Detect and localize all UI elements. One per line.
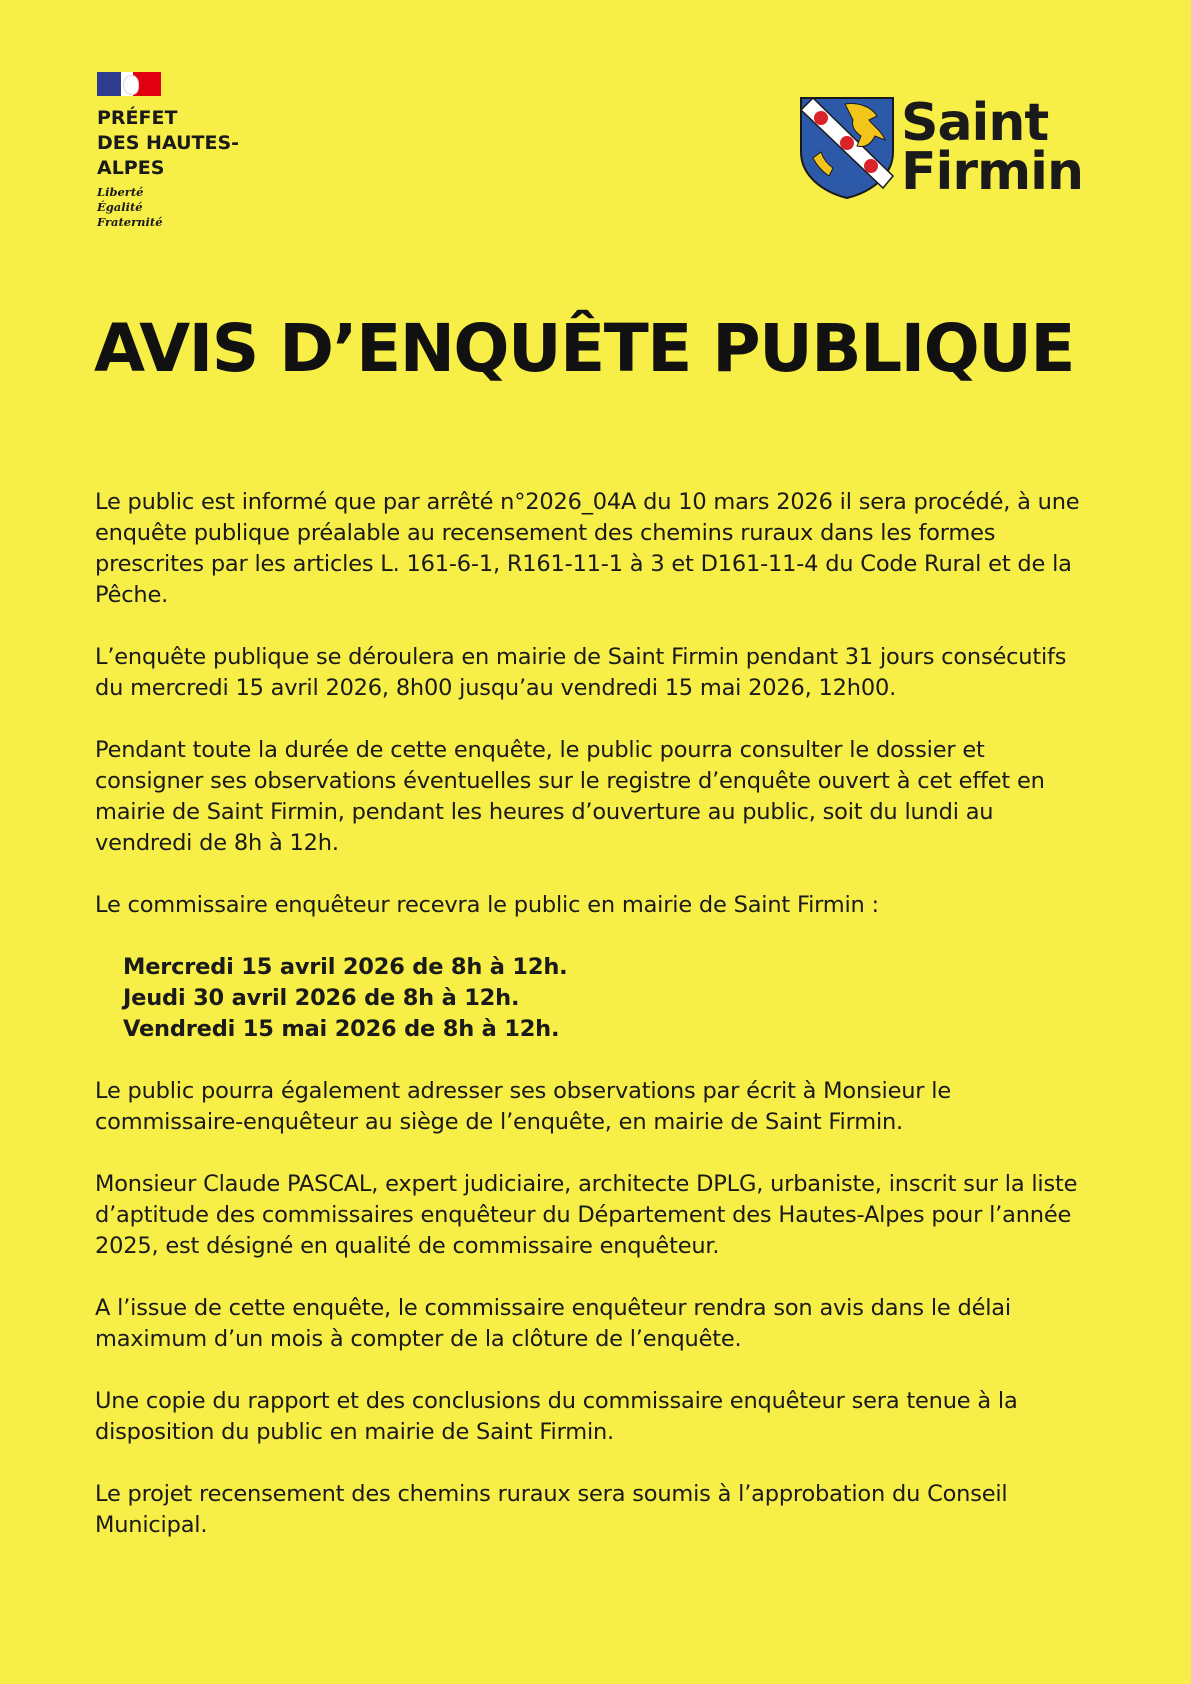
prefet-logo (97, 72, 239, 230)
paragraph-reception: Le commissaire enquêteur recevra le public en mairie de Saint Firmin : (95, 892, 879, 918)
paragraph-arrete: Le public est informé que par arrêté n°2026_04A du 10 mars 2026 il sera procédé, à une enquête publique préalable au recensement des chemins ruraux dans les formes prescrites par les articles L. 161-6-1, R161-11-1 à 3 et D161-11-4 du Code Rural et de la Pêche. (95, 489, 1080, 608)
paragraph-consultation: Pendant toute la durée de cette enquête, le public pourra consulter le dossier et consigner ses observations éventuelles sur le registre d’enquête ouvert à cet effet en mairie de Saint Firmin, pendant les heures d’ouverture au public, soit du lundi au vendredi de 8h à 12h. (95, 737, 1045, 856)
commune-name: Saint Firmin (901, 93, 1084, 202)
paragraph-written-observations: Le public pourra également adresser ses observations par écrit à Monsieur le commissaire-enquêteur au siège de l’enquête, en mairie de Saint Firmin. (95, 1078, 951, 1135)
paragraph-report-delay: A l’issue de cette enquête, le commissaire enquêteur rendra son avis dans le délai maximum d’un mois à compter de la clôture de l’enquête. (95, 1295, 1011, 1352)
page-title: AVIS D’ENQUÊTE PUBLIQUE (94, 310, 1074, 387)
paragraph-commissioner: Monsieur Claude PASCAL, expert judiciaire, architecte DPLG, urbaniste, inscrit sur la liste d’aptitude des commissaires enquêteur du Département des Hautes-Alpes pour l’année 2025, est désigné en qualité de commissaire enquêteur. (95, 1171, 1078, 1259)
reception-dates (123, 952, 1095, 1045)
prefet-name: PRÉFET DES HAUTES- ALPES (97, 107, 240, 179)
notice-body (95, 487, 1095, 1572)
paragraph-approval: Le projet recensement des chemins ruraux sera soumis à l’approbation du Conseil Municipal. (95, 1481, 1008, 1538)
reception-date: Jeudi 30 avril 2026 de 8h à 12h. (123, 985, 520, 1011)
paragraph-duration: L’enquête publique se déroulera en mairie de Saint Firmin pendant 31 jours consécutifs du mercredi 15 avril 2026, 8h00 jusqu’au vendredi 15 mai 2026, 12h00. (95, 644, 1067, 701)
coat-of-arms-icon (799, 96, 895, 200)
marianne-icon (123, 75, 139, 95)
commune-logo (799, 93, 1084, 202)
french-flag-icon (97, 72, 161, 96)
paragraph-report-copy: Une copie du rapport et des conclusions du commissaire enquêteur sera tenue à la disposition du public en mairie de Saint Firmin. (95, 1388, 1018, 1445)
reception-date: Vendredi 15 mai 2026 de 8h à 12h. (123, 1016, 560, 1042)
republic-motto: Liberté Égalité Fraternité (97, 185, 163, 229)
reception-date: Mercredi 15 avril 2026 de 8h à 12h. (123, 954, 568, 980)
